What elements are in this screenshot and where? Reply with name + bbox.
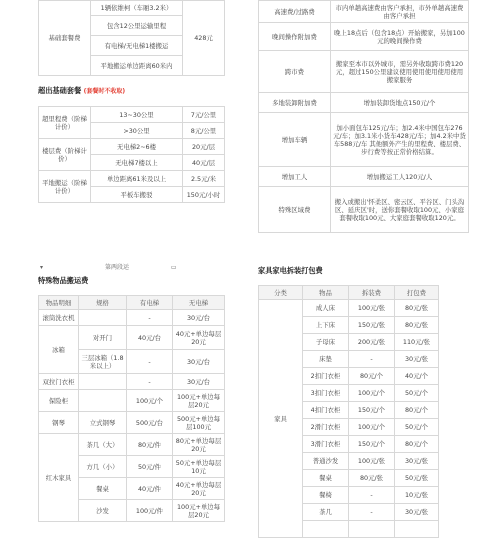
special-spec: 立式钢琴: [79, 412, 127, 434]
additional-fees-table: [258, 0, 469, 233]
furniture-pack: 10元/张: [395, 487, 439, 504]
extra-label-floor: 楼层费（阶梯计价）: [39, 139, 91, 171]
base-item-distance: 平地搬运单边距离60米内: [91, 56, 183, 76]
special-lift: -: [127, 374, 173, 390]
special-nolift: 100元+单边每层20元: [173, 500, 225, 522]
extra-title-text: 超出基础套餐: [38, 86, 82, 95]
furniture-item: 3滑门衣柜: [303, 436, 349, 453]
fee-value: 搬家至本市以外城市，需另外收取跨市费120元，超过150公里建议使用使用使用使用使用搬家服务: [331, 51, 469, 93]
furniture-pack: 50元/个: [395, 385, 439, 402]
special-item: 保险柜: [39, 390, 79, 412]
fee-label: 跨市费: [259, 51, 331, 93]
furniture-pack: 80元/个: [395, 436, 439, 453]
furniture-pack: 40元/个: [395, 368, 439, 385]
extra-title-note: (套餐时不收取): [83, 88, 126, 95]
extra-price: 150元/小时: [183, 187, 225, 203]
fee-value: 加小面包车125元/车；加2.4米中国包车276元/车；加3.1米小货车428元/车；加4.2米中货车588元/车 其他额外产生的里程费、楼层费、步行费等按正常价格结算。: [331, 113, 469, 167]
furniture-item: 2滑门衣柜: [303, 419, 349, 436]
base-item-vehicle: 1辆依维柯（车厢3.2米）: [91, 1, 183, 16]
furniture-pack: 50元/张: [395, 470, 439, 487]
special-lift: 500元/台: [127, 412, 173, 434]
furniture-item: 2扣门衣柜: [303, 368, 349, 385]
furniture-install: -: [349, 487, 395, 504]
special-spec: 对开门: [79, 326, 127, 350]
special-nolift: 40元+单边每层20元: [173, 326, 225, 350]
base-item-mileage: 包含12公里运输里程: [91, 16, 183, 36]
special-item: 滚筒洗衣机: [39, 310, 79, 326]
furniture-item: 上下床: [303, 317, 349, 334]
header-install: 拆装费: [349, 286, 395, 300]
furniture-item: 子母床: [303, 334, 349, 351]
battery-icon: ▭: [170, 264, 177, 271]
header-item: 物品: [303, 286, 349, 300]
furniture-item: 4扣门衣柜: [303, 402, 349, 419]
furniture-panel: [258, 266, 438, 538]
furniture-pack: 30元/张: [395, 351, 439, 368]
special-lift: -: [127, 310, 173, 326]
furniture-pack: [395, 521, 439, 538]
special-spec: [79, 374, 127, 390]
furniture-install: -: [349, 351, 395, 368]
special-lift: 80元/件: [127, 434, 173, 456]
furniture-title: 家具家电拆装打包费: [258, 266, 323, 275]
special-spec: [79, 310, 127, 326]
extra-item: 无电梯2~6楼: [91, 139, 183, 155]
furniture-install: 150元/个: [349, 436, 395, 453]
extra-label-carry: 平地搬运（阶梯计价）: [39, 171, 91, 203]
furniture-install: 100元/张: [349, 453, 395, 470]
special-nolift: 100元+单边每层20元: [173, 390, 225, 412]
fee-label: 增加车辆: [259, 113, 331, 167]
header-item: 物品明细: [39, 296, 79, 310]
special-nolift: 50元+单边每层10元: [173, 456, 225, 478]
fee-value: 搬入或搬出'怀柔区、密云区、平谷区、门头沟区、延庆区'时，送你套餐收取100元、小家庭套餐收取100元、大家庭套餐收取120元。: [331, 187, 469, 233]
furniture-pack: 30元/张: [395, 453, 439, 470]
extra-label-mileage: 超里程费（阶梯计价）: [39, 107, 91, 139]
extra-item: 单边距离61米及以上: [91, 171, 183, 187]
special-items-table: [38, 295, 225, 522]
furniture-install: 100元/张: [349, 300, 395, 317]
extra-price: 2.5元/米: [183, 171, 225, 187]
special-nolift: 30元/台: [173, 374, 225, 390]
extra-price: 8元/公里: [183, 123, 225, 139]
furniture-item: 3扣门衣柜: [303, 385, 349, 402]
special-lift: -: [127, 350, 173, 374]
extra-item: >30公里: [91, 123, 183, 139]
furniture-category: 家具: [259, 300, 303, 538]
special-spec: 三层冰箱（1.8米以上）: [79, 350, 127, 374]
special-item: 冰箱: [39, 326, 79, 374]
special-nolift: 40元+单边每层20元: [173, 478, 225, 500]
extra-price: 7元/公里: [183, 107, 225, 123]
special-nolift: 30元/台: [173, 310, 225, 326]
special-lift: 40元/台: [127, 326, 173, 350]
header-spec: 规格: [79, 296, 127, 310]
header-pack: 打包费: [395, 286, 439, 300]
furniture-pack: 110元/张: [395, 334, 439, 351]
fee-label: 晚间操作附加费: [259, 23, 331, 51]
special-spec: 餐桌: [79, 478, 127, 500]
furniture-install: 200元/张: [349, 334, 395, 351]
furniture-item: 成人床: [303, 300, 349, 317]
special-lift: 100元/件: [127, 500, 173, 522]
furniture-item: 餐椅: [303, 487, 349, 504]
furniture-install: [349, 521, 395, 538]
base-package-panel: [38, 0, 224, 76]
base-package-label: 基础套餐费: [39, 1, 91, 76]
special-nolift: 30元/台: [173, 350, 225, 374]
furniture-item: 普通沙发: [303, 453, 349, 470]
special-lift: 50元/件: [127, 456, 173, 478]
special-spec: 方几（小）: [79, 456, 127, 478]
special-spec: 沙发: [79, 500, 127, 522]
additional-fees-panel: [258, 0, 468, 233]
extra-item: 13~30公里: [91, 107, 183, 123]
furniture-item: [303, 521, 349, 538]
fee-value: 增加搬运工人120元/人: [331, 167, 469, 187]
furniture-install: 150元/张: [349, 317, 395, 334]
phone-status-bar: [40, 262, 210, 271]
fee-label: 高速费/过路费: [259, 1, 331, 23]
furniture-pack: 30元/张: [395, 504, 439, 521]
furniture-install: 100元/个: [349, 385, 395, 402]
special-spec: 茶几（大）: [79, 434, 127, 456]
header-nolift: 无电梯: [173, 296, 225, 310]
furniture-pack: 80元/张: [395, 300, 439, 317]
extra-charges-title: [38, 86, 224, 96]
fee-value: 市内单趟高速费由客户承担，市外单趟高速费由客户承担: [331, 1, 469, 23]
furniture-install: 150元/个: [349, 402, 395, 419]
extra-item: 无电梯7楼以上: [91, 155, 183, 171]
header-category: 分类: [259, 286, 303, 300]
furniture-install: 100元/个: [349, 419, 395, 436]
furniture-item: 床垫: [303, 351, 349, 368]
status-time: 第两段运: [104, 264, 129, 271]
special-nolift: 80元+单边每层20元: [173, 434, 225, 456]
fee-label: 特殊区域费: [259, 187, 331, 233]
special-lift: 40元/件: [127, 478, 173, 500]
fee-value: 增加装卸货地点150元/个: [331, 93, 469, 113]
furniture-table: [258, 285, 439, 538]
extra-price: 40元/层: [183, 155, 225, 171]
special-item: 钢琴: [39, 412, 79, 434]
furniture-install: 80元/个: [349, 368, 395, 385]
fee-label: 多地装卸附加费: [259, 93, 331, 113]
base-item-floor: 有电梯/无电梯1楼搬运: [91, 36, 183, 56]
special-item: 红木家具: [39, 434, 79, 522]
base-package-price: 428元: [183, 1, 225, 76]
header-lift: 有电梯: [127, 296, 173, 310]
fee-label: 增加工人: [259, 167, 331, 187]
furniture-item: 餐桌: [303, 470, 349, 487]
special-items-panel: [38, 276, 224, 522]
fee-value: 晚上18点后（包含18点）开始搬家，另加100元的晚间操作费: [331, 23, 469, 51]
extra-charges-table: [38, 106, 225, 203]
furniture-install: -: [349, 504, 395, 521]
special-nolift: 500元+单边每层100元: [173, 412, 225, 434]
furniture-pack: 80元/个: [395, 402, 439, 419]
special-items-title: 特殊物品搬运费: [38, 276, 89, 285]
extra-price: 20元/层: [183, 139, 225, 155]
special-lift: 100元/个: [127, 390, 173, 412]
signal-icon: ▾: [40, 264, 44, 271]
furniture-install: 80元/张: [349, 470, 395, 487]
special-item: 双拉门衣柜: [39, 374, 79, 390]
furniture-item: 茶几: [303, 504, 349, 521]
base-package-table: [38, 0, 225, 76]
extra-charges-panel: [38, 86, 224, 203]
special-spec: [79, 390, 127, 412]
furniture-pack: 50元/个: [395, 419, 439, 436]
extra-item: 平板车搬驳: [91, 187, 183, 203]
furniture-pack: 80元/张: [395, 317, 439, 334]
